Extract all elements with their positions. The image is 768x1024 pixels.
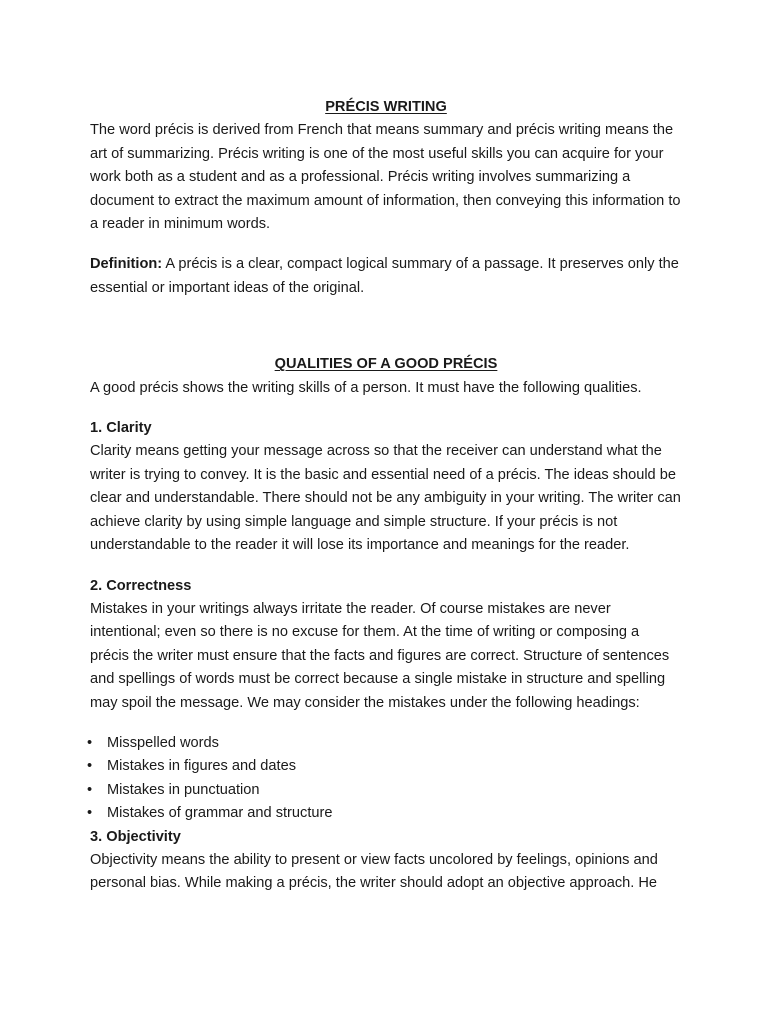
clarity-heading: 1. Clarity	[90, 420, 152, 437]
bullet-icon: •	[87, 805, 93, 822]
bullet-icon: •	[87, 781, 93, 798]
intro-paragraph: The word précis is derived from French that means summary and précis writing means the art of summarizing. Précis writing is one of the most useful skills you can acquire for your work both as a student and as a professional. Précis writing involves summarizing a document to extract the maximum amount of information, then conveying this information to a reader in minimum words.	[90, 122, 681, 233]
mistakes-list	[87, 732, 682, 826]
document-page	[87, 96, 682, 896]
list-item	[87, 755, 682, 778]
definition-paragraph	[90, 253, 682, 300]
list-item-text: Mistakes of grammar and structure	[107, 805, 333, 822]
list-item	[87, 732, 682, 755]
objectivity-paragraph: Objectivity means the ability to present or view facts uncolored by feelings, opinions and personal bias. While making a précis, the writer should adopt an objective approach. He	[90, 851, 658, 892]
document-title: PRÉCIS WRITING	[325, 99, 447, 115]
definition-label: Definition:	[90, 256, 163, 273]
list-item-text: Misspelled words	[107, 734, 219, 751]
definition-text: A précis is a clear, compact logical summary of a passage. It preserves only the essential or important ideas of the original.	[90, 256, 679, 296]
clarity-paragraph: Clarity means getting your message across so that the receiver can understand what the writer is trying to convey. It is the basic and essential need of a précis. The ideas should be clear and understandable. There should not be any ambiguity in your writing. The writer can achieve clarity by using simple language and simple structure. If your précis is not understandable to the reader it will lose its importance and meanings for the reader.	[90, 443, 681, 554]
correctness-paragraph: Mistakes in your writings always irritate the reader. Of course mistakes are never intentional; even so there is no excuse for them. At the time of writing or composing a précis the writer must ensure that the facts and figures are correct. Structure of sentences and spellings of words must be correct because a single mistake in structure and spelling may spoil the message. We may consider the mistakes under the following headings:	[90, 600, 670, 711]
list-item-text: Mistakes in figures and dates	[107, 758, 297, 775]
correctness-heading: 2. Correctness	[90, 577, 192, 594]
qualities-intro: A good précis shows the writing skills of a person. It must have the following qualities.	[90, 379, 642, 396]
qualities-section-title: QUALITIES OF A GOOD PRÉCIS	[274, 356, 498, 373]
list-item	[87, 779, 682, 802]
objectivity-heading: 3. Objectivity	[90, 828, 181, 845]
bullet-icon: •	[87, 758, 93, 775]
list-item-text: Mistakes in punctuation	[107, 781, 260, 798]
bullet-icon: •	[87, 734, 93, 751]
list-item	[87, 802, 682, 825]
